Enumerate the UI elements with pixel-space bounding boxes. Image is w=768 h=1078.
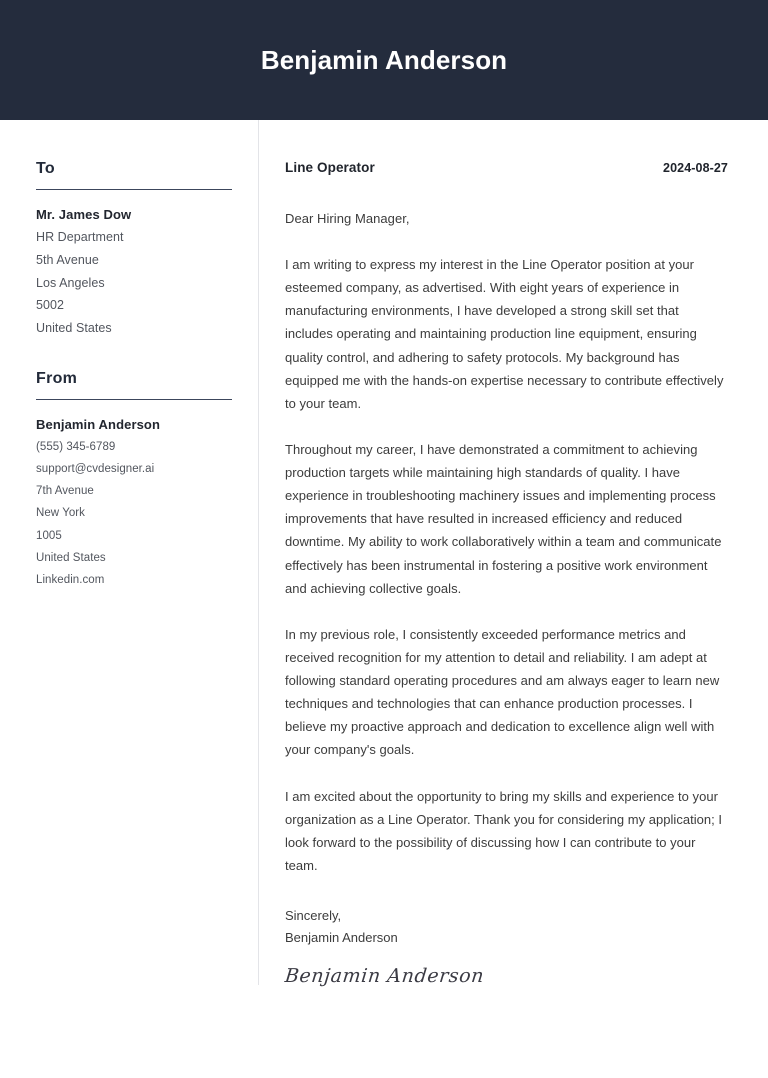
address-sidebar <box>0 120 258 595</box>
from-heading-rule <box>36 399 232 401</box>
sender-address-block <box>36 370 232 591</box>
sender-line: 7th Avenue <box>36 485 94 498</box>
letter-paragraph: I am writing to express my interest in the Line Operator position at your esteemed company, as advertised. With eight years of experience in manufacturing environments, I have developed a strong skill set that includes operating and maintaining production line equipment, ensuring quality control, and adhering to safety protocols. My background has equipped me with the hands-on expertise necessary to contribute effectively to your team. <box>285 257 724 411</box>
recipient-line: HR Department <box>36 230 124 245</box>
recipient-name: Mr. James Dow <box>36 207 132 223</box>
letter-meta-row <box>285 160 728 175</box>
letter-date: 2024-08-27 <box>663 161 728 175</box>
letter-body <box>0 120 768 1078</box>
recipient-line: 5th Avenue <box>36 252 99 267</box>
recipient-address-block <box>36 160 232 340</box>
closing-name: Benjamin Anderson <box>285 929 398 945</box>
sender-name: Benjamin Anderson <box>36 417 161 433</box>
job-title: Line Operator <box>285 160 375 175</box>
applicant-name-heading: Benjamin Anderson <box>260 45 508 75</box>
column-divider <box>258 120 259 985</box>
closing-salutation: Sincerely, <box>285 908 342 924</box>
recipient-line: United States <box>36 321 112 336</box>
sender-line: New York <box>36 507 85 520</box>
from-heading: From <box>36 369 78 387</box>
sender-website: Linkedin.com <box>36 573 105 586</box>
letter-header-banner <box>0 0 768 120</box>
recipient-line: Los Angeles <box>36 275 105 290</box>
salutation: Dear Hiring Manager, <box>285 211 410 226</box>
letter-paragraph: In my previous role, I consistently exceeded performance metrics and received recognition for my attention to detail and reliability. I am adept at following standard operating procedures and am always eager to learn new techniques and technologies that can enhance production processes. I believe my proactive approach and dedication to excellence align well with your company's goals. <box>285 626 720 758</box>
letter-paragraph: I am excited about the opportunity to bring my skills and experience to your organization as a Line Operator. Thank you for considering my application; I look forward to the possibility of discussing how I can contribute to your team. <box>285 788 723 873</box>
sender-email: support@cvdesigner.ai <box>36 463 155 476</box>
recipient-line: 5002 <box>36 298 65 313</box>
sender-line: 1005 <box>36 529 62 542</box>
signature: Benjamin Anderson <box>283 964 486 987</box>
letter-content <box>258 120 768 987</box>
letter-paragraph: Throughout my career, I have demonstrated a commitment to achieving production targets while maintaining high standards of quality. I have experience in troubleshooting machinery issues and implementing process improvements that have resulted in increased efficiency and reduced downtime. My ability to work collaboratively within a team and communicate effectively has been instrumental in fostering a positive work environment and achieving collective goals. <box>285 441 722 596</box>
to-heading-rule <box>36 189 232 191</box>
sender-line: United States <box>36 551 106 564</box>
sender-phone: (555) 345-6789 <box>36 441 116 454</box>
to-heading: To <box>36 160 55 177</box>
